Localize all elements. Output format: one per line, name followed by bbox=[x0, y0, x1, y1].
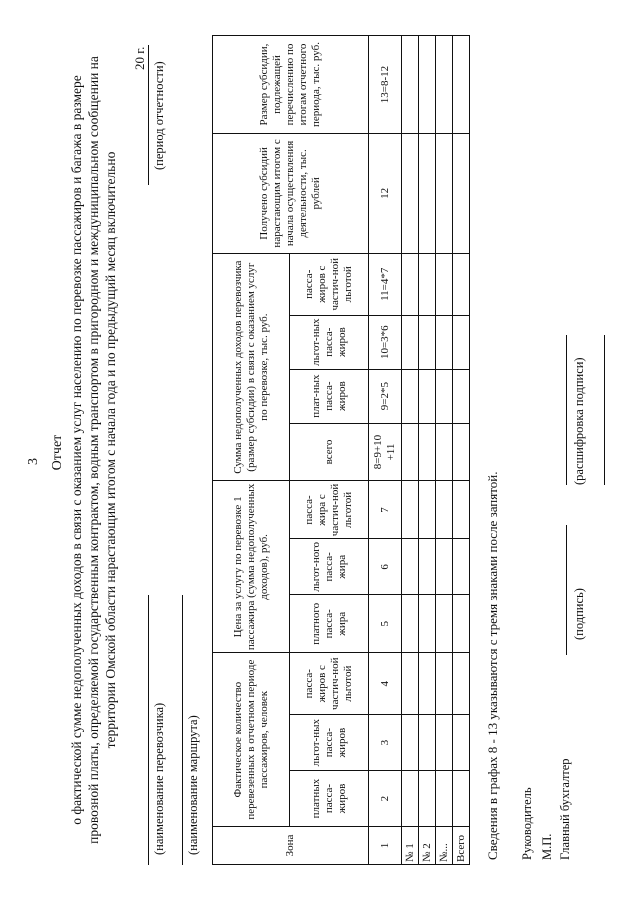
carrier-line bbox=[148, 595, 149, 865]
accountant-label: Главный бухгалтер bbox=[558, 758, 572, 860]
head-label: Руководитель bbox=[520, 787, 534, 860]
col-price-paid: платного пасса-жира bbox=[290, 595, 369, 653]
col-qty-paid: платных пасса-жиров bbox=[290, 771, 369, 827]
table-row bbox=[453, 36, 470, 865]
col-number: 10=3*6 bbox=[369, 315, 402, 369]
col-zone: Зона bbox=[213, 827, 369, 865]
col-number: 7 bbox=[369, 481, 402, 539]
period-line bbox=[148, 45, 149, 185]
period-label: (период отчетности) bbox=[152, 61, 166, 170]
page-number: 3 bbox=[26, 458, 41, 465]
table-row bbox=[436, 36, 453, 865]
col-number: 6 bbox=[369, 539, 402, 595]
column-numbers-row bbox=[369, 36, 402, 865]
table-note: Сведения в графах 8 - 13 указываются с тремя знаками после запятой. bbox=[485, 471, 500, 860]
stamp-label: М.П. bbox=[540, 833, 554, 860]
report-table bbox=[212, 35, 470, 865]
col-number: 9=2*5 bbox=[369, 369, 402, 423]
table-row bbox=[402, 36, 419, 865]
col-qty-benefit: льгот-ных пасса-жиров bbox=[290, 715, 369, 771]
col-number: 11=4*7 bbox=[369, 253, 402, 315]
col-received: Получено субсидий нарастающим итогом с начала осуществления деятельности, тыс. рублей bbox=[213, 133, 369, 253]
col-number: 3 bbox=[369, 715, 402, 771]
table-row bbox=[419, 36, 436, 865]
col-price-partial: пасса-жира с частич-ной льготой bbox=[290, 481, 369, 539]
col-group-qty: Фактическое количество перевезенных в отчетном периоде пассажиров, человек bbox=[213, 653, 290, 827]
col-qty-partial: пасса-жиров с частич-ной льготой bbox=[290, 653, 369, 715]
col-price-benefit: льгот-ного пасса-жира bbox=[290, 539, 369, 595]
col-number: 4 bbox=[369, 653, 402, 715]
signature-line bbox=[566, 525, 567, 655]
col-group-loss: Сумма недополученных доходов перевозчика (размер субсидии) в связи с оказанием услуг по перевозке, тыс. руб. bbox=[213, 253, 290, 481]
col-number: 5 bbox=[369, 595, 402, 653]
row-label: Всего bbox=[453, 827, 470, 865]
col-loss-partial: пасса-жиров с частич-ной льготой bbox=[290, 253, 369, 315]
report-description: о фактической сумме недополученных доходов в связи с оказанием услуг населению по перевозке пассажиров и багажа в размере провозной платы, определяемой государственным контрактом, водным транспортом в пригородном и междуниципальном сообщении на территории Омской области нарастающим итогом с начала года и по предыдущий месяц включительно bbox=[69, 56, 118, 844]
col-subsidy: Размер субсидии, подлежащей перечислению по итогам отчетного периода, тыс. руб. bbox=[213, 36, 369, 134]
col-loss-benefit: льгот-ных пасса-жиров bbox=[290, 315, 369, 369]
col-loss-total: всего bbox=[290, 423, 369, 481]
col-number: 2 bbox=[369, 771, 402, 827]
col-number: 1 bbox=[369, 827, 402, 865]
period-suffix: 20 г. bbox=[132, 46, 147, 70]
row-label: № 2 bbox=[419, 827, 436, 865]
col-number: 13=8-12 bbox=[369, 36, 402, 134]
row-label: №... bbox=[436, 827, 453, 865]
decoding-line bbox=[566, 335, 567, 485]
route-line bbox=[182, 595, 183, 865]
col-loss-paid: плат-ных пасса-жиров bbox=[290, 369, 369, 423]
header-row-top bbox=[213, 36, 290, 865]
col-number: 12 bbox=[369, 133, 402, 253]
col-group-price: Цена за услугу по перевозке 1 пассажира (сумма недополученных доходов), руб. bbox=[213, 481, 290, 653]
row-label: № 1 bbox=[402, 827, 419, 865]
carrier-label: (наименование перевозчика) bbox=[152, 702, 166, 855]
decoding-line-2 bbox=[604, 335, 605, 485]
decoding-caption: (расшифровка подписи) bbox=[572, 357, 586, 485]
signature-caption: (подпись) bbox=[572, 588, 586, 640]
route-label: (наименование маршрута) bbox=[186, 715, 200, 855]
report-title: Отчет bbox=[50, 434, 65, 471]
col-number: 8=9+10 +11 bbox=[369, 423, 402, 481]
